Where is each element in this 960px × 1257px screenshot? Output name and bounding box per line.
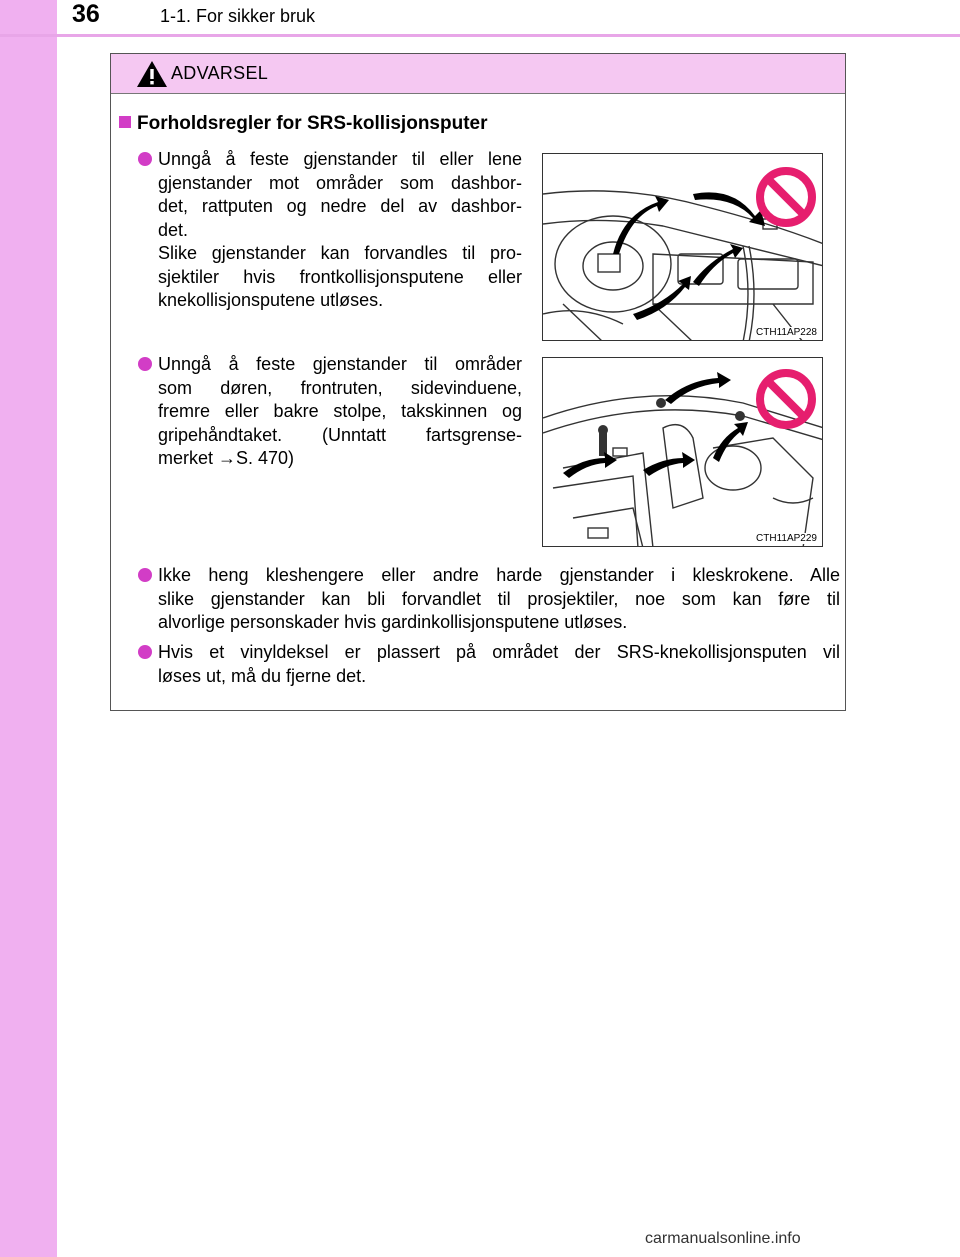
item-line: fremre eller bakre stolpe, takskinnen og bbox=[158, 401, 522, 421]
section-title: 1-1. For sikker bruk bbox=[160, 6, 316, 26]
side-color-band bbox=[0, 0, 57, 1257]
header-rule bbox=[0, 34, 960, 37]
figure-code: CTH11AP228 bbox=[756, 327, 817, 338]
watermark: carmanualsonline.info bbox=[645, 1230, 801, 1247]
warning-label: ADVARSEL bbox=[171, 63, 269, 83]
item-line: Hvis et vinyldeksel er plassert på området der SRS-knekollisjonsputen vil bbox=[158, 642, 840, 662]
warning-item bbox=[158, 353, 522, 471]
warning-item bbox=[158, 641, 840, 688]
item-line: løses ut, må du fjerne det. bbox=[158, 665, 367, 686]
item-line: Unngå å feste gjenstander til områder bbox=[158, 354, 522, 374]
item-line: sjektiler hvis frontkollisjonsputene eller bbox=[158, 266, 522, 287]
warning-heading bbox=[119, 112, 488, 136]
square-bullet-icon bbox=[119, 116, 131, 128]
warning-header bbox=[111, 54, 845, 94]
item-line: gripehåndtaket. (Unntatt fartsgrense- bbox=[158, 424, 522, 445]
figure-code: CTH11AP229 bbox=[756, 533, 817, 544]
warning-item bbox=[158, 148, 522, 313]
dashboard-illustration bbox=[542, 153, 823, 341]
item-line: det, rattputen og nedre del av dashbor- bbox=[158, 196, 522, 216]
round-bullet-icon bbox=[138, 568, 152, 582]
item-line: Unngå å feste gjenstander til eller lene bbox=[158, 149, 522, 169]
item-line: Ikke heng kleshengere eller andre harde gjenstander i kleskrokene. Alle bbox=[158, 565, 840, 585]
item-line: merket →S. 470) bbox=[158, 448, 295, 468]
item-line: Slike gjenstander kan forvandles til pro- bbox=[158, 243, 522, 263]
page-number: 36 bbox=[72, 0, 100, 28]
round-bullet-icon bbox=[138, 152, 152, 166]
interior-illustration bbox=[542, 357, 823, 547]
prohibited-icon bbox=[755, 166, 817, 228]
item-line: alvorlige personskader hvis gardinkollisjonsputene utløses. bbox=[158, 612, 628, 632]
prohibited-icon bbox=[755, 368, 817, 430]
item-line: som døren, frontruten, sidevinduene, bbox=[158, 377, 522, 398]
item-line: det. bbox=[158, 219, 189, 240]
round-bullet-icon bbox=[138, 645, 152, 659]
warning-triangle-icon bbox=[135, 59, 169, 89]
item-line: knekollisjonsputene utløses. bbox=[158, 290, 384, 310]
warning-item bbox=[158, 564, 840, 635]
item-line: gjenstander mot områder som dashbor- bbox=[158, 172, 522, 193]
warning-heading-text: Forholdsregler for SRS-kollisjonsputer bbox=[137, 113, 488, 134]
warning-box bbox=[110, 53, 846, 711]
item-line: slike gjenstander kan bli forvandlet til prosjektiler, noe som kan føre til bbox=[158, 588, 840, 609]
round-bullet-icon bbox=[138, 357, 152, 371]
